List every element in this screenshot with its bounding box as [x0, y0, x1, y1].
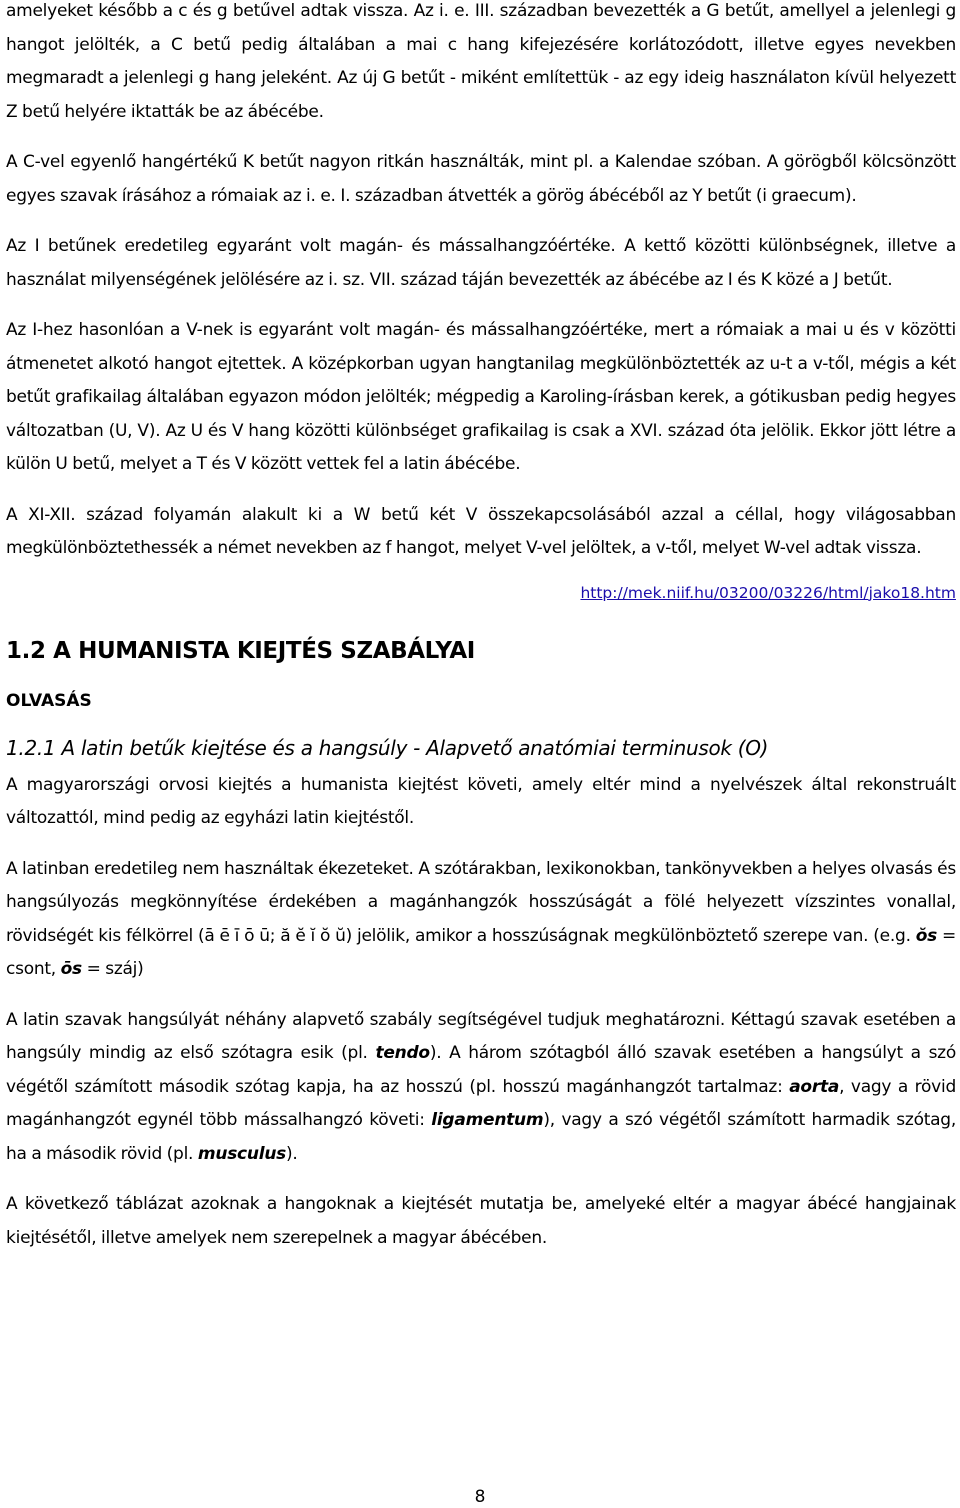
- example-word: tendo: [375, 1043, 430, 1063]
- document-page: [6, 0, 956, 1272]
- paragraph: A következő táblázat azoknak a hangoknak a kiejtését mutatja be, amelyeké eltér a magyar ábécé hangjainak kiejtésétől, illetve amelyek nem szerepelnek a magyar ábécében.: [6, 1194, 956, 1248]
- example-word: musculus: [197, 1143, 287, 1164]
- paragraph-text: = száj): [81, 959, 144, 979]
- subheading: OLVASÁS: [6, 690, 92, 711]
- example-word: ligamentum: [431, 1110, 544, 1130]
- paragraph-text: = csont,: [6, 925, 956, 979]
- paragraph-text: A latin szavak hangsúlyát néhány alapvető szabály segítségével tudjuk meghatározni. Kéttagú szavak esetében a hangsúly mindig az első szótagra esik (pl.: [6, 1009, 956, 1063]
- paragraph-text: ), vagy a szó végétől számított harmadik szótag, ha a második rövid (pl.: [6, 1110, 956, 1164]
- paragraph-text: , vagy a rövid magánhangzót egynél több mássalhangzó követi:: [6, 1076, 956, 1130]
- paragraph: A C-vel egyenlő hangértékű K betűt nagyon ritkán használták, mint pl. a Kalendae szóban. A görögből kölcsönzött egyes szavak írásához a rómaiak az i. e. I. században átvették a görög ábécéből az Y betűt (i graecum).: [6, 152, 956, 206]
- paragraph: Az I betűnek eredetileg egyaránt volt magán- és mássalhangzóértéke. A kettő közötti különbségnek, illetve a használat milyenségének jelölésére az i. sz. VII. század táján bevezették az ábécébe az I és K közé a J betűt.: [6, 236, 956, 290]
- paragraph: amelyeket később a c és g betűvel adtak vissza. Az i. e. III. században bevezették a G betűt, amellyel a jelenlegi g hangot jelölték, a C betű pedig általában a mai c hang kifejezésére korlátozódott, illetve egyes nevekben megmaradt a jelenlegi g hang jeleként. Az új G betűt - miként említettük - az egy ideig használaton kívül helyezett Z betű helyére iktatták be az ábécébe.: [6, 1, 956, 122]
- paragraph: Az I-hez hasonlóan a V-nek is egyaránt volt magán- és mássalhangzóértéke, mert a rómaiak a mai u és v közötti átmenetet alkotó hangot ejtettek. A középkorban ugyan hangtanilag megkülönböztették az u-t a v-től, mégis a két betűt grafikailag általában egyazon módon jelölték; mégpedig a Karoling-írásban kerek, a gótikusban pedig hegyes változatban (U, V). Az U és V hang közötti különbséget grafikailag is csak a XVI. század óta jelölik. Ekkor jött létre a külön U betű, melyet a T és V között vettek fel a latin ábécébe.: [6, 320, 956, 474]
- paragraph-text: A latinban eredetileg nem használtak ékezeteket. A szótárakban, lexikonokban, tankönyvekben a helyes olvasás és hangsúlyozás megkönnyítése érdekében a magánhangzók hosszúságát a fölé helyezett vízszintes vonallal, rövidségét kis félkörrel (ā ē ī ō ū; ă ĕ ĭ ŏ ŭ) jelölik, amikor a hosszúságnak megkülönböztető szerepe van. (e.g.: [6, 858, 956, 946]
- paragraph: [6, 853, 956, 987]
- paragraph: A XI-XII. század folyamán alakult ki a W betű két V összekapcsolásából azzal a céllal, hogy világosabban megkülönböztethessék a német nevekben az f hangot, melyet V-vel jelöltek, a v-től, melyet W-vel adtak vissza.: [6, 504, 956, 558]
- paragraph: A magyarországi orvosi kiejtés a humanista kiejtést követi, amely eltér mind a nyelvészek által rekonstruált változattól, mind pedig az egyházi latin kiejtéstől.: [6, 774, 956, 828]
- example-word: aorta: [789, 1076, 840, 1097]
- paragraph-text: ). A három szótagból álló szavak esetében a hangsúlyt a szó végétől számított második szótag kapja, ha az hosszú (pl. hosszú magánhangzót tartalmaz:: [6, 1043, 956, 1097]
- page-number: 8: [474, 1487, 486, 1507]
- example-word: ōs: [60, 959, 82, 979]
- source-link-line: [6, 583, 956, 603]
- example-word: ŏs: [915, 925, 938, 946]
- source-link[interactable]: http://mek.niif.hu/03200/03226/html/jako18.htm: [580, 583, 956, 602]
- paragraph-text: ).: [286, 1143, 298, 1164]
- section-title: 1.2 A HUMANISTA KIEJTÉS SZABÁLYAI: [6, 637, 475, 664]
- paragraph: [6, 1004, 956, 1172]
- subsection-title: 1.2.1 A latin betűk kiejtése és a hangsúly - Alapvető anatómiai terminusok (O): [6, 735, 769, 760]
